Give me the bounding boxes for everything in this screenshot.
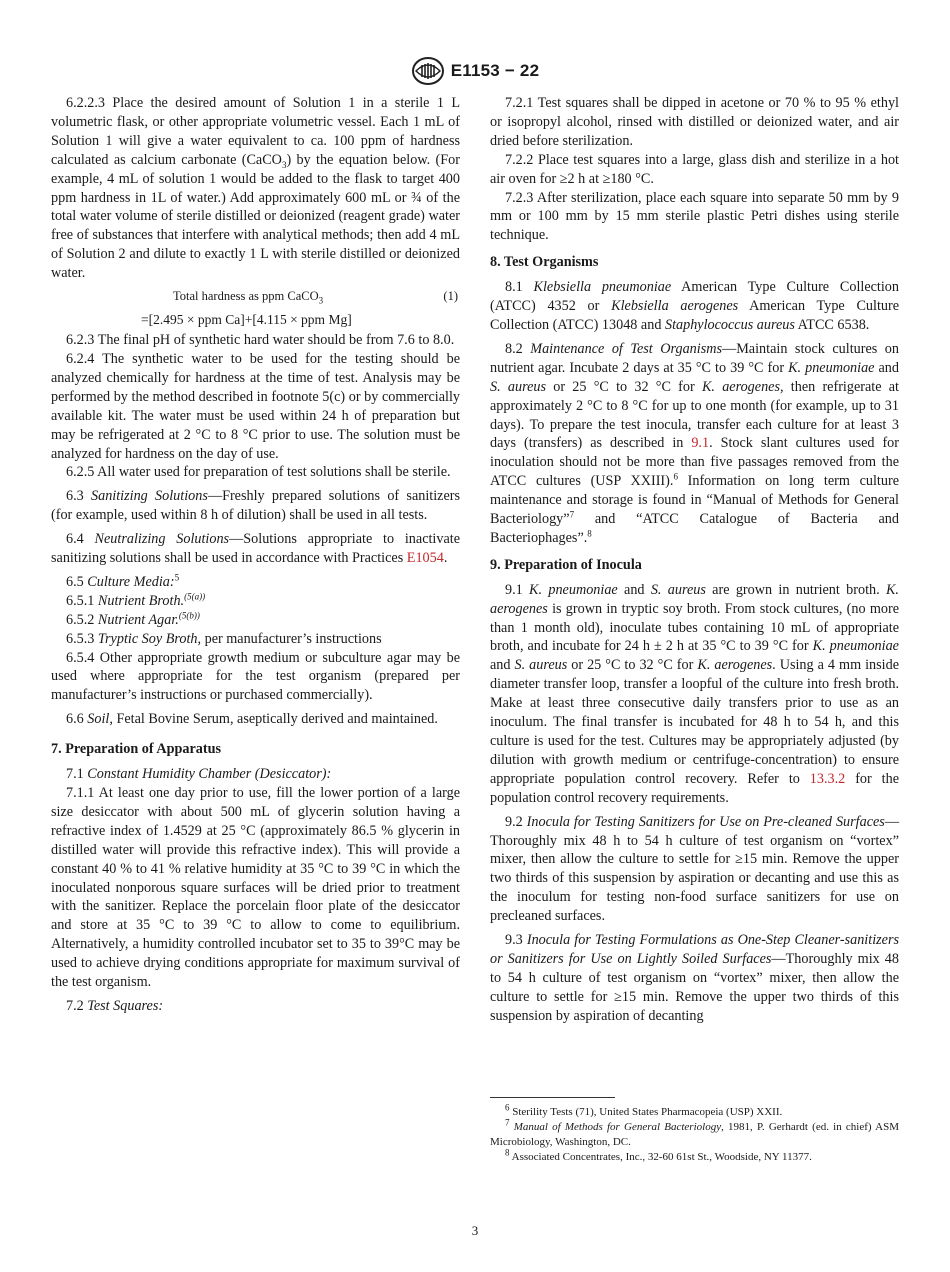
para-6-2-4: 6.2.4 The synthetic water to be used for the testing should be analyzed chemically for hardness at the time of test. Analysis may be performed by the method described in footnote 5(c) or by commercially available kit. The water must be used within 24 h of preparation but may be refrigerated at 2 °C to 8 °C prior to use. The solution must be analyzed for hardness on the day of use. bbox=[51, 350, 460, 462]
link-9-1[interactable]: 9.1 bbox=[691, 435, 710, 452]
para-7-2-3: 7.2.3 After sterilization, place each square into separate 50 mm by 9 mm or 100 mm by 15 mm sterile plastic Petri dishes using sterile technique. bbox=[490, 189, 899, 244]
para-8-1: 8.1 Klebsiella pneumoniae American Type Culture Collection (ATCC) 4352 or Klebsiella aerogenes American Type Culture Collection (ATCC) 13048 and Staphylococcus aureus ATCC 6538. bbox=[490, 279, 899, 333]
link-13-3-2[interactable]: 13.3.2 bbox=[809, 770, 846, 787]
astm-logo-icon bbox=[411, 56, 445, 86]
footnote-8: $^8$ Associated Concentrates, Inc., 32-60 61st St., Woodside, NY 11377. bbox=[505, 1147, 812, 1163]
left-column bbox=[51, 94, 460, 1016]
para-6-5-2: 6.5.2 Nutrient Agar.$^{(5(b))}$ bbox=[66, 610, 200, 628]
para-8-2: 8.2 Maintenance of Test Organisms—Maintain stock cultures on nutrient agar. Incubate 2 days at 35 °C to 39 °C for K. pneumoniae and S. aureus or 25 °C to 32 °C for K. aerogenes, then refrigerate at approximately 2 °C to 8 °C for up to one month (for example, up to 31 days). To prepare the test inocula, transfer each culture for at least 3 days (transfers) as described in 9.1. Stock slant cultures used for inoculation should not be more than five passages removed from the ATCC cultures (USP XXIII).$^6$ Information on long term culture maintenance and storage is found in “Manual of Methods for General Bacteriology”$^7$ and “ATCC Catalogue of Bacteria and Bacteriophages”.$^8$ bbox=[490, 340, 899, 546]
page-header bbox=[0, 56, 950, 86]
para-7-2: 7.2 Test Squares: bbox=[66, 997, 164, 1014]
para-9-1: 9.1 K. pneumoniae and S. aureus are grown in nutrient broth. K. aerogenes is grown in tryptic soy broth. From stock cultures, (no more than 1 month old), inoculate tubes containing 10 mL of appropriate broth, and incubate for 24 h ± 2 h at 35 °C to 39 °C for K. pneumoniae and S. aureus or 25 °C to 32 °C for K. aerogenes. Using a 4 mm inside diameter transfer loop, transfer a loopful of the culture into fresh broth. Make at least three consecutive daily transfers prior to use as an inoculum. The final transfer is incubated for 48 h to 54 h, and this culture is used for the test. Cultures may be appropriately adjusted (by dilution with growth medium or centrifuge-concentration) to ensure appropriate population control recovery. Refer to 13.3.2 for the population control recovery requirements. bbox=[490, 581, 900, 806]
para-6-3: 6.3 Sanitizing Solutions—Freshly prepared solutions of sanitizers (for example, used within 8 h of dilution) shall be used in all tests. bbox=[51, 488, 460, 524]
para-7-1: 7.1 Constant Humidity Chamber (Desiccator): bbox=[66, 766, 332, 783]
para-6-5: 6.5 Culture Media:$^5$ bbox=[66, 572, 180, 590]
para-6-6: 6.6 Soil, Fetal Bovine Serum, aseptically derived and maintained. bbox=[66, 711, 438, 728]
para-7-1-1: 7.1.1 At least one day prior to use, fill the lower portion of a large size desiccator with about 500 mL of glycerin solution having a refractive index of 1.4529 at 25 °C (approximately 86.5 % glycerin in distilled water will provide this refractive index). This will provide a constant 40 % to 41 % relative humidity at 35 °C to 39 °C in which the inoculated nonporous square surfaces will be dried prior to treatment with the sanitizer. Replace the porcelain floor plate of the desiccator and store at 35 °C to 39 °C to allow to come to equilibrium. Alternatively, a humidity controlled incubator set to 35 to 39°C may be used to achieve drying conditions appropriate for maximum survival of the test organism. bbox=[51, 785, 460, 991]
equation-1 bbox=[51, 283, 460, 305]
standard-designation: E1153 − 22 bbox=[450, 61, 540, 80]
para-6-5-1: 6.5.1 Nutrient Broth.$^{(5(a))}$ bbox=[66, 591, 206, 609]
para-9-3: 9.3 Inocula for Testing Formulations as One-Step Cleaner-sanitizers or Sanitizers for Use on Lightly Soiled Surfaces—Thoroughly mix 48 to 54 h culture of test organism on “vortex” mixer, then allow the culture to settle for ≥15 min. Remove the upper two thirds of this suspension by aspiration of decanting bbox=[490, 932, 899, 1024]
footnote-6: $^6$ Sterility Tests (71), United States Pharmacopeia (USP) XXII. bbox=[505, 1102, 783, 1118]
para-7-2-1: 7.2.1 Test squares shall be dipped in acetone or 70 % to 95 % ethyl or isopropyl alcohol, rinsed with distilled or deionized water, and air dried before sterilization. bbox=[490, 95, 899, 149]
para-6-5-3: 6.5.3 Tryptic Soy Broth, per manufacturer’s instructions bbox=[66, 630, 382, 647]
footnote-7: $^7$ Manual of Methods for General Bacteriology, 1981, P. Gerhardt (ed. in chief) ASM Microbiology, Washington, DC. bbox=[490, 1117, 899, 1148]
equation-number: (1) bbox=[443, 289, 458, 304]
footnotes bbox=[490, 1102, 899, 1165]
section-heading-8: 8. Test Organisms bbox=[490, 254, 599, 271]
equation-label: Total hardness as ppm CaCO$_3$ bbox=[173, 289, 324, 306]
para-6-2-3: 6.2.3 The final pH of synthetic hard water should be from 7.6 to 8.0. bbox=[66, 332, 455, 349]
para-6-2-5: 6.2.5 All water used for preparation of test solutions shall be sterile. bbox=[66, 464, 451, 481]
page-number: 3 bbox=[471, 1223, 479, 1238]
equation-expression: =[2.495 × ppm Ca]+[4.115 × ppm Mg] bbox=[141, 312, 352, 328]
footnote-divider bbox=[490, 1097, 615, 1098]
para-6-4: 6.4 Neutralizing Solutions—Solutions appropriate to inactivate sanitizing solutions shall be used in accordance with Practices E1054. bbox=[51, 531, 461, 567]
section-heading-9: 9. Preparation of Inocula bbox=[490, 556, 642, 573]
link-e1054[interactable]: E1054 bbox=[406, 550, 444, 567]
right-column bbox=[490, 94, 899, 1026]
para-9-2: 9.2 Inocula for Testing Sanitizers for Use on Pre-cleaned Surfaces—Thoroughly mix 48 h to 54 h culture of test organism on “vortex” mixer, then allow the culture to settle for ≥15 min. Remove the upper two thirds of this suspension by aspiration or decanting and use this as the inoculum for testing non-food surface sanitizers for use on precleaned surfaces. bbox=[490, 813, 899, 925]
section-heading-7: 7. Preparation of Apparatus bbox=[51, 741, 221, 758]
para-6-2-2-3: 6.2.2.3 Place the desired amount of Solution 1 in a sterile 1 L volumetric flask, or other appropriate volumetric vessel. Each 1 mL of Solution 1 will give a water equivalent to ca. 100 ppm of hardness calculated as calcium carbonate (CaCO$_3$) by the equation below. (For example, 4 mL of solution 1 would be added to the flask to target 400 ppm hardness in 1L of water.) Add approximately 600 mL or ¾ of the total water volume of sterile distilled or deionized (reagent grade) water free of substances that interfere with analytical methods; then add 4 mL of Solution 2 and dilute to exactly 1 L with sterile distilled or deionized water. bbox=[51, 95, 460, 282]
para-6-5-4: 6.5.4 Other appropriate growth medium or subculture agar may be used where appropriate for the test organism (prepared per manufacturer’s instructions or purchased commercially). bbox=[51, 649, 460, 704]
para-7-2-2: 7.2.2 Place test squares into a large, glass dish and sterilize in a hot air oven for ≥2 h at ≥180 °C. bbox=[490, 151, 899, 187]
